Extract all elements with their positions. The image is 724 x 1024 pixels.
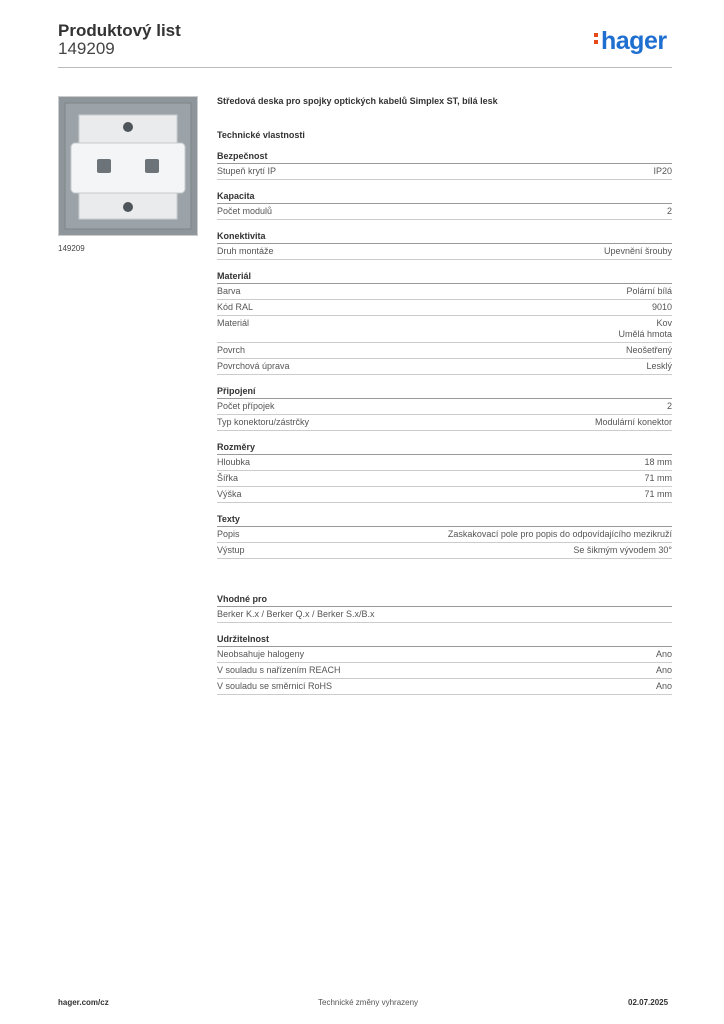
section-safety	[217, 151, 672, 180]
suitable-text: Berker K.x / Berker Q.x / Berker S.x/B.x	[217, 609, 375, 619]
spec-label: Hloubka	[217, 457, 251, 467]
spec-row	[217, 455, 672, 471]
spec-value: Polární bílá	[626, 286, 672, 296]
spec-label: Typ konektoru/zástrčky	[217, 417, 310, 427]
logo-text: hager	[601, 27, 667, 55]
spec-row	[217, 527, 672, 543]
spec-label: V souladu s nařízením REACH	[217, 665, 341, 675]
spec-label: Povrchová úprava	[217, 361, 290, 371]
product-plate-icon	[59, 97, 197, 235]
spec-row	[217, 647, 672, 663]
spec-value: Ano	[655, 665, 672, 675]
tech-heading: Technické vlastnosti	[217, 130, 305, 140]
section-title: Udržitelnost	[217, 634, 672, 647]
spec-row	[217, 471, 672, 487]
spec-value: Modulární konektor	[594, 417, 672, 427]
section-dimensions	[217, 442, 672, 503]
header-divider	[58, 67, 672, 68]
spec-value: Zaskakovací pole pro popis do odpovídajícího mezikruží	[447, 529, 672, 539]
spec-label: Kód RAL	[217, 302, 254, 312]
spec-row	[217, 359, 672, 375]
spec-label: V souladu se směrnicí RoHS	[217, 681, 333, 691]
hager-logo	[594, 27, 667, 56]
section-sustainability	[217, 634, 672, 695]
footer-date: 02.07.2025	[628, 998, 669, 1007]
spec-label: Stupeň krytí IP	[217, 166, 277, 176]
footer-notice: Technické změny vyhrazeny	[318, 998, 419, 1007]
spec-row	[217, 343, 672, 359]
spec-value: 71 mm	[644, 489, 672, 499]
spec-value	[618, 318, 672, 340]
image-caption: 149209	[58, 244, 85, 253]
spec-value: Lesklý	[646, 361, 672, 371]
spec-row	[217, 487, 672, 503]
section-title: Bezpečnost	[217, 151, 672, 164]
section-title: Připojení	[217, 386, 672, 399]
section-title: Konektivita	[217, 231, 672, 244]
product-number: 149209	[58, 39, 115, 58]
spec-value: 71 mm	[644, 473, 672, 483]
spacer	[217, 559, 672, 583]
logo-dots-icon	[594, 33, 599, 47]
spec-row	[217, 607, 672, 623]
spec-value: 2	[666, 401, 672, 411]
section-title: Kapacita	[217, 191, 672, 204]
spec-value: Ano	[655, 649, 672, 659]
spec-label: Druh montáže	[217, 246, 274, 256]
spec-row	[217, 679, 672, 695]
spec-label: Neobsahuje halogeny	[217, 649, 305, 659]
spec-label: Popis	[217, 529, 240, 539]
spec-row	[217, 415, 672, 431]
section-capacity	[217, 191, 672, 220]
spec-row	[217, 316, 672, 343]
section-connectivity	[217, 231, 672, 260]
spec-row	[217, 663, 672, 679]
spec-value: Se šikmým vývodem 30°	[573, 545, 672, 555]
section-title: Materiál	[217, 271, 672, 284]
section-title: Vhodné pro	[217, 594, 672, 607]
section-texts	[217, 514, 672, 559]
product-image	[58, 96, 198, 236]
spec-label: Materiál	[217, 318, 250, 328]
section-title: Texty	[217, 514, 672, 527]
spec-label: Výstup	[217, 545, 245, 555]
spec-label: Šířka	[217, 473, 239, 483]
spec-row	[217, 399, 672, 415]
section-title: Rozměry	[217, 442, 672, 455]
spec-row	[217, 543, 672, 559]
spec-value: Ano	[655, 681, 672, 691]
section-suitable	[217, 594, 672, 623]
spec-content	[217, 96, 672, 695]
spec-row	[217, 284, 672, 300]
spec-label: Počet modulů	[217, 206, 273, 216]
product-description: Středová deska pro spojky optických kabelů Simplex ST, bílá lesk	[217, 96, 498, 106]
section-connection	[217, 386, 672, 431]
spec-row	[217, 300, 672, 316]
spec-label: Výška	[217, 489, 242, 499]
spec-value: IP20	[653, 166, 672, 176]
spec-label: Barva	[217, 286, 241, 296]
spec-label: Povrch	[217, 345, 246, 355]
spec-value: Upevnění šrouby	[603, 246, 672, 256]
spec-row	[217, 244, 672, 260]
page-title: Produktový list	[58, 21, 181, 40]
spec-row	[217, 204, 672, 220]
section-material	[217, 271, 672, 375]
spec-row	[217, 164, 672, 180]
spec-value: Neošetřený	[625, 345, 672, 355]
spec-value: 9010	[651, 302, 672, 312]
spec-value: 18 mm	[644, 457, 672, 467]
spec-value-line: Umělá hmota	[618, 329, 672, 339]
spec-value-line: Kov	[656, 318, 672, 328]
spec-value: 2	[666, 206, 672, 216]
footer-website-link[interactable]: hager.com/cz	[58, 998, 109, 1007]
spec-label: Počet přípojek	[217, 401, 275, 411]
